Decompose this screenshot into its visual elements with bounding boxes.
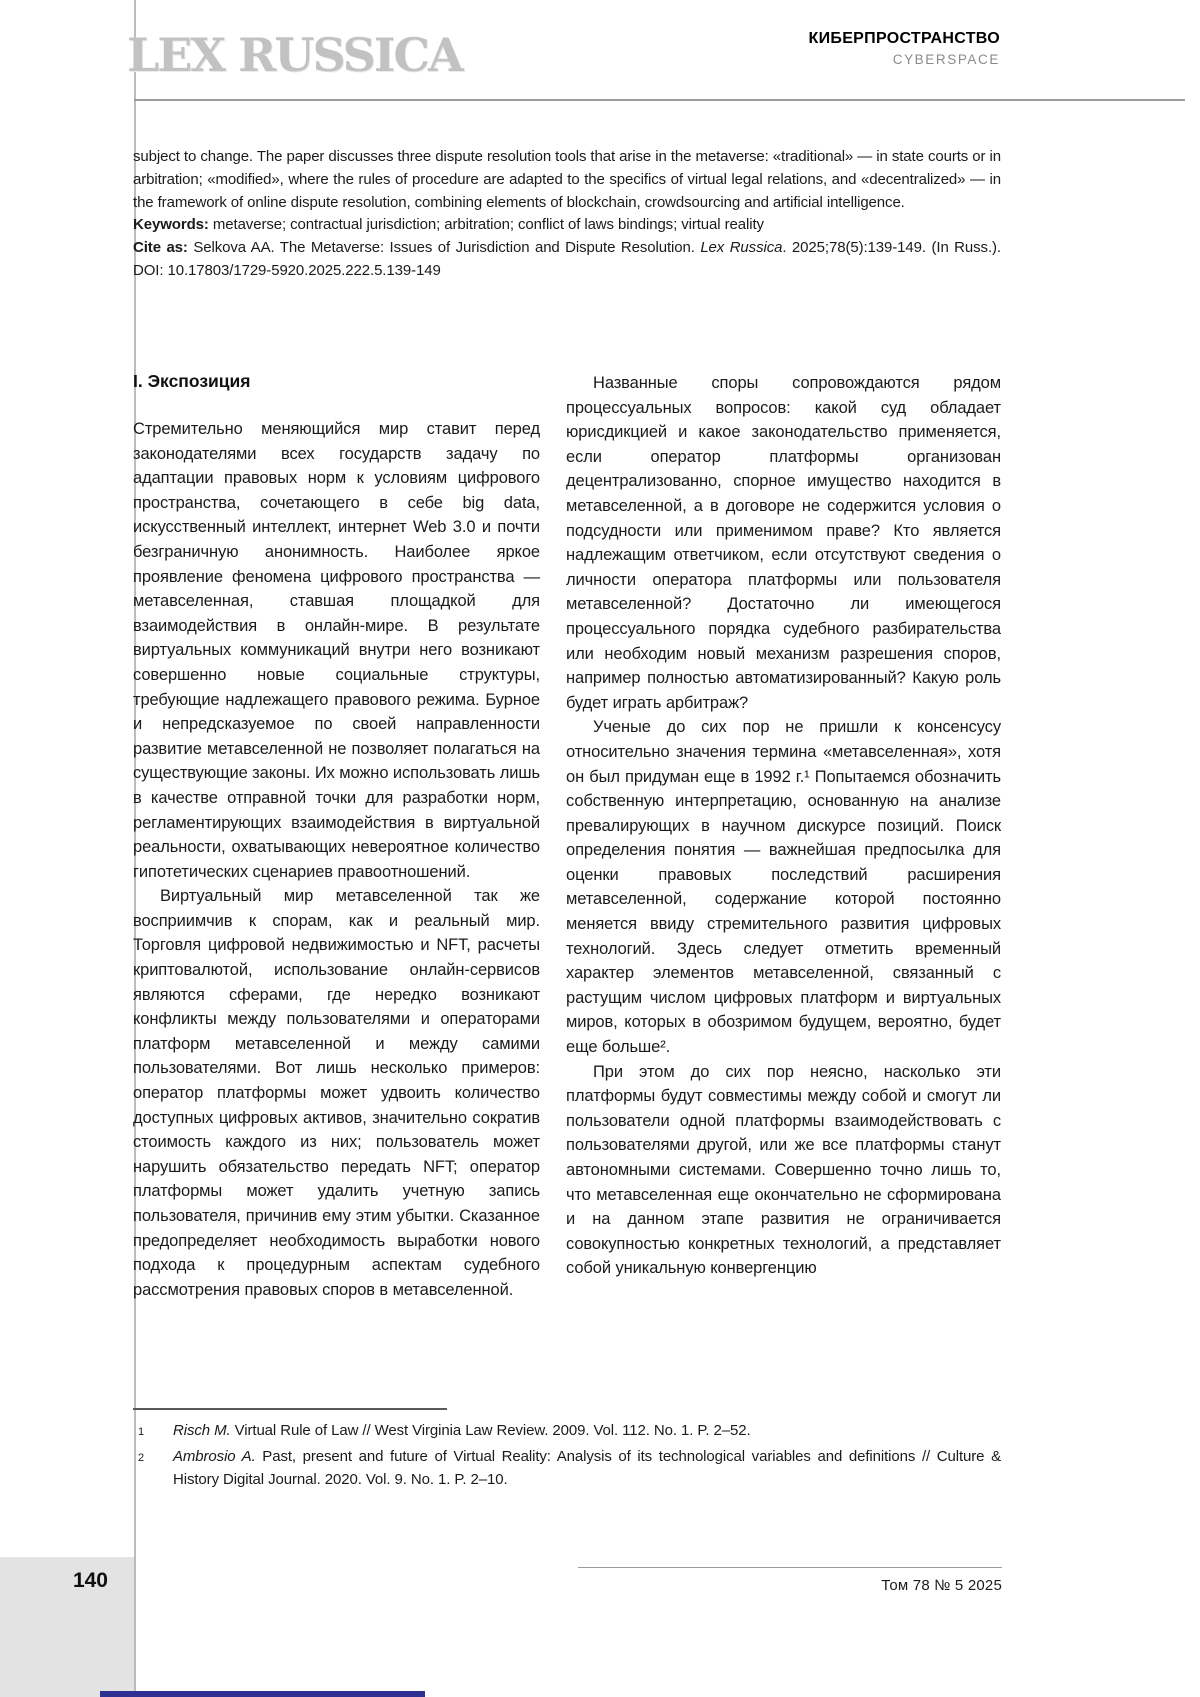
journal-logo: LEX RUSSICA [127,28,462,82]
rubric-title-ru: КИБЕРПРОСТРАНСТВО [808,30,1000,47]
footer-rule [578,1567,1002,1568]
cite-text-tail: . 2025;78(5):139-149. (In Russ.). DOI: 10.17803/1729-5920.2025.222.5.139-149 [133,239,1001,279]
cite-label: Cite as: [133,239,188,257]
keywords-label: Keywords: [133,216,209,234]
footnote-reference: Past, present and future of Virtual Reality: Analysis of its technological variables and definitions // Culture & History Digital Journal. 2020. Vol. 9. No. 1. P. 2–10. [173,1447,1001,1488]
footnote-number: 2 [138,1451,145,1464]
page-number-band [0,1557,134,1697]
footnote-item [133,1419,1001,1445]
cite-text: Selkova AA. The Metaverse: Issues of Jurisdiction and Dispute Resolution. [187,239,701,257]
footnote-number: 1 [138,1426,145,1438]
section-heading: I. Экспозиция [133,371,251,391]
keywords-text: metaverse; contractual jurisdiction; arbitration; conflict of laws bindings; virtual reality [208,216,764,234]
rubric-title-en: CYBERSPACE [892,52,1000,67]
header-rule [134,99,1185,101]
page-number: 140 [72,1569,108,1592]
footnote-reference: Virtual Rule of Law // West Virginia Law Review. 2009. Vol. 112. No. 1. P. 2–52. [230,1422,751,1439]
left-column [133,371,540,1405]
footnote-author: Risch M. [173,1422,231,1439]
abstract-text: subject to change. The paper discusses three dispute resolution tools that arise in the metaverse: «traditional» — in state courts or in arbitration; «modified», where the rules of procedure are adapted to the specifics of virtual legal relations, and «decentralized» — in the framework of online dispute resolution, combining elements of blockchain, crowdsourcing and artificial intelligence. [133,148,1001,211]
right-paragraph-2: Ученые до сих пор не пришли к консенсусу относительно значения термина «метавселенная», хотя он был придуман еще в 1992 г.¹ Попытаемся обозначить собственную интерпретацию, основанную на анализе превалирующих в научном дискурсе позиций. Поиск определения понятия — важнейшая предпосылка для оценки правовых последствий расширения метавселенной, содержание которой постоянно меняется ввиду стремительного развития цифровых технологий. Здесь следует отметить временный характер элементов метавселенной, связанный с растущим числом цифровых платформ и виртуальных миров, которых в обозримом будущем, вероятно, будет еще больше². [566,718,1001,1057]
footnote-text [173,1445,1001,1492]
left-paragraph-1: Стремительно меняющийся мир ставит перед законодателями всех государств задачу по адаптации правовых норм к условиям цифрового пространства, сочетающего в себе big data, искусственный интеллект, интернет Web 3.0 и почти безграничную анонимность. Наиболее яркое проявление феномена цифрового пространства — метавселенная, ставшая площадкой для взаимодействия в онлайн-мире. В результате виртуальных коммуникаций внутри него возникают совершенно новые социальные структуры, требующие надлежащего правового режима. Бурное и непредсказуемое по своей направленности развитие метавселенной не позволяет полагаться на существующие законы. Их можно использовать лишь в качестве отправной точки для разработки норм, регламентирующих взаимодействия в виртуальной реальности, охватывающих невероятное количество гипотетических сценариев правоотношений. [133,420,540,881]
footnote-text [173,1419,1001,1445]
article-body [133,371,1001,1405]
abstract-block [133,146,1001,283]
footnote-item [133,1445,1001,1492]
volume-info: Том 78 № 5 2025 [881,1577,1002,1594]
left-paragraph-2: Виртуальный мир метавселенной так же восприимчив к спорам, как и реальный мир. Торговля цифровой недвижимостью и NFT, расчеты криптовалютой, использование онлайн-сервисов являются сферами, где нередко возникают конфликты между пользователями и операторами платформ метавселенной и между самими пользователями. Вот лишь несколько примеров: оператор платформы может удвоить количество доступных цифровых активов, значительно сократив стоимость каждого из них; пользователь может нарушить обязательство передать NFT; оператор платформы может удалить учетную запись пользователя, причинив ему этим убытки. Сказанное предопределяет необходимость выработки нового подхода к процедурным аспектам судебного рассмотрения правовых споров в метавселенной. [133,887,540,1299]
footnote-rule [133,1408,447,1410]
footnote-author: Ambrosio A. [173,1447,256,1465]
cite-line [133,237,1001,283]
keywords-line [133,214,1001,237]
right-paragraph-1: Названные споры сопровождаются рядом процессуальных вопросов: какой суд обладает юрисдикцией и какое законодательство применяется, если оператор платформы организован децентрализованно, спорное имущество находится в метавселенной, а в договоре не содержится условия о подсудности или применимом праве? Кто является надлежащим ответчиком, если отсутствуют сведения о личности оператора платформы или пользователя метавселенной? Достаточно ли имеющегося процессуального порядка судебного разбирательства или необходим новый механизм разрешения споров, например полностью автоматизированный? Какую роль будет играть арбитраж? [566,374,1001,712]
right-column [566,371,1001,1405]
right-paragraph-3: При этом до сих пор неясно, насколько эти платформы будут совместимы между собой и смогут ли пользователи одной платформы взаимодействовать с пользователями другой, или же все платформы станут автономными системами. Совершенно точно лишь то, что метавселенная еще окончательно не сформирована и на данном этапе развития не ограничивается совокупностью конкретных технологий, а представляет собой уникальную конвергенцию [566,1062,1001,1278]
cite-journal-italic: Lex Russica [700,239,783,257]
next-page-accent-bar [100,1691,425,1697]
footnotes-block [133,1408,1001,1492]
rubric-header [809,30,1000,67]
